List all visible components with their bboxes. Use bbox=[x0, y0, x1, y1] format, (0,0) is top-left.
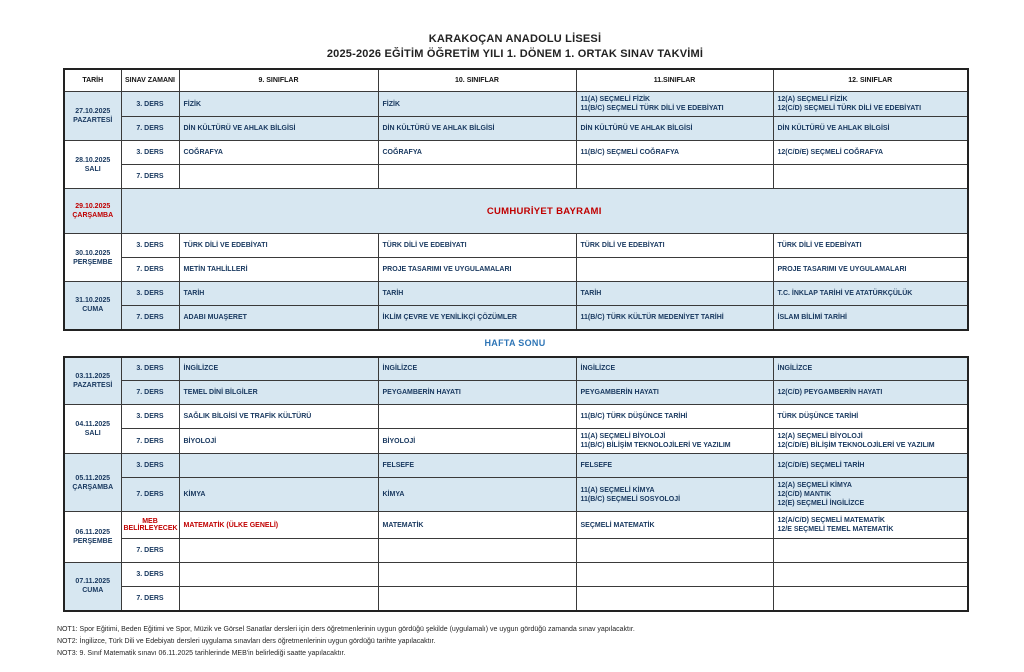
exam-cell bbox=[576, 357, 773, 381]
column-header: 11.SINIFLAR bbox=[576, 69, 773, 92]
exam-cell bbox=[179, 282, 378, 306]
exam-name: 11(A) SEÇMELİ FİZİK bbox=[580, 96, 651, 103]
exam-cell bbox=[378, 563, 576, 587]
period-label: 3. DERS bbox=[121, 405, 179, 429]
period-label: 3. DERS bbox=[121, 563, 179, 587]
exam-table-week1 bbox=[63, 68, 967, 331]
column-header: 12. SINIFLAR bbox=[773, 69, 968, 92]
exam-name: 11(B/C) TÜRK KÜLTÜR MEDENİYET TARİHİ bbox=[580, 313, 724, 321]
page-content bbox=[57, 0, 967, 660]
day-name: PERŞEMBE bbox=[73, 538, 113, 545]
exam-name: FİZİK bbox=[382, 100, 400, 108]
exam-cell bbox=[378, 141, 576, 165]
exam-name: İKLİM ÇEVRE VE YENİLİKÇİ ÇÖZÜMLER bbox=[382, 313, 517, 321]
exam-name: 11(B/C) SEÇMELİ COĞRAFYA bbox=[580, 149, 680, 156]
exam-name: PEYGAMBERİN HAYATI bbox=[580, 389, 659, 396]
exam-cell bbox=[378, 357, 576, 381]
exam-name: TÜRK DİLİ VE EDEBİYATI bbox=[183, 242, 268, 249]
exam-cell bbox=[179, 539, 378, 563]
note-2: NOT2: İngilizce, Türk Dili ve Edebiyatı dersleri uygulama sınavları ders öğretmenlerinin uygun gördüğü tarihte yapılacaktır. bbox=[57, 637, 436, 645]
table-row bbox=[64, 478, 968, 512]
page-title bbox=[63, 0, 967, 60]
exam-cell bbox=[179, 258, 378, 282]
exam-cell bbox=[378, 117, 576, 141]
day-name: SALI bbox=[84, 165, 101, 173]
exam-cell bbox=[773, 357, 968, 381]
table-row bbox=[64, 563, 968, 587]
exam-cell bbox=[179, 429, 378, 454]
period-label: 7. DERS bbox=[121, 306, 179, 330]
exam-cell bbox=[773, 306, 968, 330]
exam-cell bbox=[378, 405, 576, 429]
table-row bbox=[64, 539, 968, 563]
exam-cell bbox=[773, 539, 968, 563]
exam-name: KİMYA bbox=[183, 491, 206, 498]
exam-cell bbox=[773, 234, 968, 258]
exam-cell bbox=[576, 563, 773, 587]
exam-name: TARİH bbox=[183, 290, 205, 297]
date-text: 27.10.2025 bbox=[75, 108, 111, 115]
exam-cell bbox=[773, 117, 968, 141]
exam-name: 12(C/D/E) BİLİŞİM TEKNOLOJİLERİ VE YAZILIM bbox=[777, 442, 935, 449]
exam-name: 12(A/C/D) SEÇMELİ MATEMATİK bbox=[777, 517, 885, 524]
period-label: 3. DERS bbox=[121, 454, 179, 478]
exam-cell bbox=[179, 165, 378, 189]
exam-cell bbox=[378, 512, 576, 539]
notes-section bbox=[57, 624, 967, 660]
header-row bbox=[64, 69, 968, 92]
period-label: 3. DERS bbox=[121, 92, 179, 117]
exam-name: 12(C/D) SEÇMELİ TÜRK DİLİ VE EDEBİYATI bbox=[777, 105, 922, 112]
date-text: 05.11.2025 bbox=[75, 474, 111, 482]
table-row bbox=[64, 587, 968, 611]
exam-name: 12(C/D/E) SEÇMELİ TARİH bbox=[777, 462, 865, 469]
exam-cell bbox=[378, 381, 576, 405]
exam-name: PEYGAMBERİN HAYATI bbox=[382, 389, 461, 396]
exam-cell bbox=[378, 429, 576, 454]
exam-name: 12(E) SEÇMELİ İNGİLİZCE bbox=[777, 500, 865, 507]
exam-name: 11(B/C) SEÇMELİ TÜRK DİLİ VE EDEBİYATI bbox=[580, 105, 724, 112]
exam-name: TÜRK DİLİ VE EDEBİYATI bbox=[777, 242, 862, 249]
exam-cell bbox=[773, 429, 968, 454]
exam-cell bbox=[179, 357, 378, 381]
exam-cell bbox=[378, 258, 576, 282]
exam-cell bbox=[773, 92, 968, 117]
exam-cell bbox=[773, 405, 968, 429]
date-cell bbox=[64, 357, 121, 405]
exam-cell bbox=[378, 587, 576, 611]
schedule-table bbox=[63, 68, 969, 331]
exam-cell bbox=[773, 381, 968, 405]
table-row bbox=[64, 117, 968, 141]
date-cell bbox=[64, 234, 121, 282]
table-row bbox=[64, 165, 968, 189]
exam-name: 12(C/D/E) SEÇMELİ COĞRAFYA bbox=[777, 149, 884, 156]
table-row bbox=[64, 454, 968, 478]
exam-name: TÜRK DİLİ VE EDEBİYATI bbox=[580, 242, 665, 249]
exam-name: 12(C/D) MANTIK bbox=[777, 491, 832, 498]
day-name: CUMA bbox=[82, 587, 104, 595]
exam-name: 12(A) SEÇMELİ KİMYA bbox=[777, 482, 852, 489]
exam-name: DİN KÜLTÜRÜ VE AHLAK BİLGİSİ bbox=[382, 125, 495, 132]
date-cell bbox=[64, 282, 121, 330]
day-name: PAZARTESİ bbox=[73, 117, 113, 124]
exam-name: İNGİLİZCE bbox=[777, 365, 813, 373]
exam-name: FELSEFE bbox=[382, 462, 415, 469]
exam-cell bbox=[179, 587, 378, 611]
exam-name: 11(B/C) TÜRK DÜŞÜNCE TARİHİ bbox=[580, 413, 688, 420]
exam-cell bbox=[576, 165, 773, 189]
exam-cell bbox=[576, 381, 773, 405]
exam-cell bbox=[773, 512, 968, 539]
date-text: 03.11.2025 bbox=[75, 372, 111, 380]
day-name: ÇARŞAMBA bbox=[72, 483, 114, 491]
exam-cell bbox=[179, 234, 378, 258]
exam-cell bbox=[576, 512, 773, 539]
date-cell bbox=[64, 405, 121, 454]
table-row bbox=[64, 306, 968, 330]
exam-name: 11(A) SEÇMELİ KİMYA bbox=[580, 486, 655, 494]
date-text: 30.10.2025 bbox=[75, 249, 111, 257]
table-row bbox=[64, 92, 968, 117]
exam-cell bbox=[576, 306, 773, 330]
exam-cell bbox=[378, 539, 576, 563]
table-row bbox=[64, 405, 968, 429]
exam-cell bbox=[576, 141, 773, 165]
exam-cell bbox=[773, 478, 968, 512]
exam-name: 11(B/C) BİLİŞİM TEKNOLOJİLERİ VE YAZILIM bbox=[580, 442, 731, 449]
exam-name: BİYOLOJİ bbox=[183, 437, 217, 445]
exam-cell bbox=[179, 306, 378, 330]
exam-name: MATEMATİK bbox=[382, 521, 424, 529]
table-row bbox=[64, 258, 968, 282]
period-label: 3. DERS bbox=[121, 141, 179, 165]
exam-name: METİN TAHLİLLERİ bbox=[183, 266, 248, 273]
weekend-divider: HAFTA SONU bbox=[484, 337, 546, 348]
date-cell bbox=[64, 454, 121, 512]
exam-name: BİYOLOJİ bbox=[382, 437, 416, 445]
table-row bbox=[64, 141, 968, 165]
exam-name: COĞRAFYA bbox=[183, 149, 223, 156]
period-label: 7. DERS bbox=[121, 478, 179, 512]
exam-name: KİMYA bbox=[382, 491, 405, 498]
column-header: 9. SINIFLAR bbox=[179, 69, 378, 92]
exam-name: T.C. İNKLAP TARİHİ VE ATATÜRKÇÜLÜK bbox=[777, 290, 913, 297]
exam-cell bbox=[576, 258, 773, 282]
holiday-row bbox=[64, 189, 968, 234]
schedule-table bbox=[63, 356, 969, 612]
exam-name: TARİH bbox=[382, 290, 404, 297]
exam-cell bbox=[179, 117, 378, 141]
exam-table-week2 bbox=[63, 356, 967, 612]
exam-cell bbox=[179, 478, 378, 512]
date-text: 31.10.2025 bbox=[75, 297, 111, 305]
period-label: 7. DERS bbox=[121, 381, 179, 405]
exam-name: TARİH bbox=[580, 290, 602, 297]
exam-cell bbox=[773, 282, 968, 306]
exam-name: İSLAM BİLİMİ TARİHİ bbox=[777, 313, 847, 321]
exam-name: İNGİLİZCE bbox=[183, 365, 219, 373]
period-label: 7. DERS bbox=[121, 587, 179, 611]
exam-cell bbox=[576, 587, 773, 611]
note-3: NOT3: 9. Sınıf Matematik sınavı 06.11.2025 tarihlerinde MEB'in belirlediği saatte yapılacaktır. bbox=[57, 649, 346, 657]
period-label: 3. DERS bbox=[121, 357, 179, 381]
exam-name: PROJE TASARIMI VE UYGULAMALARI bbox=[382, 266, 512, 273]
period-label: 7. DERS bbox=[121, 117, 179, 141]
exam-name: 12(C/D) PEYGAMBERİN HAYATI bbox=[777, 389, 883, 396]
exam-name: PROJE TASARIMI VE UYGULAMALARI bbox=[777, 266, 907, 273]
exam-cell bbox=[378, 165, 576, 189]
day-name: PERŞEMBE bbox=[73, 258, 113, 266]
exam-cell bbox=[773, 258, 968, 282]
exam-cell bbox=[576, 92, 773, 117]
day-name: CUMA bbox=[82, 306, 104, 314]
table-row bbox=[64, 381, 968, 405]
period-label: 3. DERS bbox=[121, 282, 179, 306]
exam-cell bbox=[773, 587, 968, 611]
date-text: 29.10.2025 bbox=[75, 203, 111, 210]
date-text: 06.11.2025 bbox=[75, 529, 111, 536]
exam-name: SAĞLIK BİLGİSİ VE TRAFİK KÜLTÜRÜ bbox=[183, 413, 312, 420]
date-cell bbox=[64, 512, 121, 563]
exam-cell bbox=[378, 454, 576, 478]
table-row bbox=[64, 282, 968, 306]
exam-name: 12(A) SEÇMELİ BİYOLOJİ bbox=[777, 433, 863, 440]
column-header: 10. SINIFLAR bbox=[378, 69, 576, 92]
exam-cell bbox=[179, 405, 378, 429]
day-name: ÇARŞAMBA bbox=[72, 212, 114, 219]
exam-name: ADABI MUAŞERET bbox=[183, 313, 247, 321]
exam-name: 12/E SEÇMELİ TEMEL MATEMATİK bbox=[777, 526, 894, 533]
exam-cell bbox=[378, 306, 576, 330]
period-label: 7. DERS bbox=[121, 258, 179, 282]
exam-name: 11(A) SEÇMELİ BİYOLOJİ bbox=[580, 433, 666, 440]
exam-name: İNGİLİZCE bbox=[580, 365, 616, 373]
date-text: 07.11.2025 bbox=[75, 578, 111, 586]
exam-cell bbox=[773, 141, 968, 165]
exam-name: SEÇMELİ MATEMATİK bbox=[580, 521, 655, 529]
exam-cell bbox=[576, 539, 773, 563]
exam-cell bbox=[773, 165, 968, 189]
note-1: NOT1: Spor Eğitimi, Beden Eğitimi ve Spor, Müzik ve Görsel Sanatlar dersleri için ders öğretmenlerinin uygun gördüğü şekilde (uygulamalı) ve uygun gördüğü zamanda sınav yapılacaktır. bbox=[57, 625, 635, 633]
table-row bbox=[64, 512, 968, 539]
exam-cell bbox=[179, 512, 378, 539]
date-cell bbox=[64, 92, 121, 141]
date-cell bbox=[64, 189, 121, 234]
table-row bbox=[64, 234, 968, 258]
exam-cell bbox=[378, 478, 576, 512]
column-header: TARİH bbox=[64, 69, 121, 92]
period-label: MEB BELİRLEYECEK bbox=[121, 512, 179, 539]
exam-cell bbox=[179, 454, 378, 478]
exam-name: DİN KÜLTÜRÜ VE AHLAK BİLGİSİ bbox=[777, 125, 890, 132]
exam-cell bbox=[179, 141, 378, 165]
table-row bbox=[64, 357, 968, 381]
exam-name: FİZİK bbox=[183, 100, 201, 108]
exam-name: DİN KÜLTÜRÜ VE AHLAK BİLGİSİ bbox=[580, 125, 693, 132]
exam-cell bbox=[378, 282, 576, 306]
exam-name: MATEMATİK (ÜLKE GENELİ) bbox=[183, 521, 279, 529]
date-cell bbox=[64, 563, 121, 611]
exam-cell bbox=[576, 282, 773, 306]
column-header: SINAV ZAMANI bbox=[121, 69, 179, 92]
exam-cell bbox=[576, 234, 773, 258]
period-label: 7. DERS bbox=[121, 539, 179, 563]
date-text: 04.11.2025 bbox=[75, 421, 111, 428]
exam-cell bbox=[378, 234, 576, 258]
exam-name: İNGİLİZCE bbox=[382, 365, 418, 373]
exam-name: TEMEL DİNİ BİLGİLER bbox=[183, 389, 258, 396]
exam-cell bbox=[576, 429, 773, 454]
exam-cell bbox=[773, 454, 968, 478]
day-name: SALI bbox=[84, 430, 101, 437]
exam-name: TÜRK DÜŞÜNCE TARİHİ bbox=[777, 413, 859, 420]
school-name: KARAKOÇAN ANADOLU LİSESİ bbox=[428, 33, 602, 45]
exam-cell bbox=[576, 478, 773, 512]
exam-cell bbox=[378, 92, 576, 117]
exam-name: 11(B/C) SEÇMELİ SOSYOLOJİ bbox=[580, 495, 681, 503]
exam-cell bbox=[576, 405, 773, 429]
period-label: 3. DERS bbox=[121, 234, 179, 258]
exam-name: DİN KÜLTÜRÜ VE AHLAK BİLGİSİ bbox=[183, 125, 296, 132]
exam-cell bbox=[179, 92, 378, 117]
period-label: 7. DERS bbox=[121, 165, 179, 189]
date-cell bbox=[64, 141, 121, 189]
exam-name: FELSEFE bbox=[580, 462, 613, 469]
holiday-cell: CUMHURİYET BAYRAMI bbox=[121, 189, 968, 234]
exam-name: TÜRK DİLİ VE EDEBİYATI bbox=[382, 242, 467, 249]
schedule-title: 2025-2026 EĞİTİM ÖĞRETİM YILI 1. DÖNEM 1. ORTAK SINAV TAKVİMİ bbox=[326, 48, 704, 60]
exam-name: COĞRAFYA bbox=[382, 149, 422, 156]
exam-cell bbox=[179, 381, 378, 405]
period-label: 7. DERS bbox=[121, 429, 179, 454]
exam-cell bbox=[576, 117, 773, 141]
table-row bbox=[64, 429, 968, 454]
exam-name: 12(A) SEÇMELİ FİZİK bbox=[777, 96, 848, 103]
day-name: PAZARTESİ bbox=[73, 381, 113, 389]
exam-cell bbox=[576, 454, 773, 478]
exam-cell bbox=[179, 563, 378, 587]
exam-cell bbox=[773, 563, 968, 587]
date-text: 28.10.2025 bbox=[75, 156, 111, 164]
